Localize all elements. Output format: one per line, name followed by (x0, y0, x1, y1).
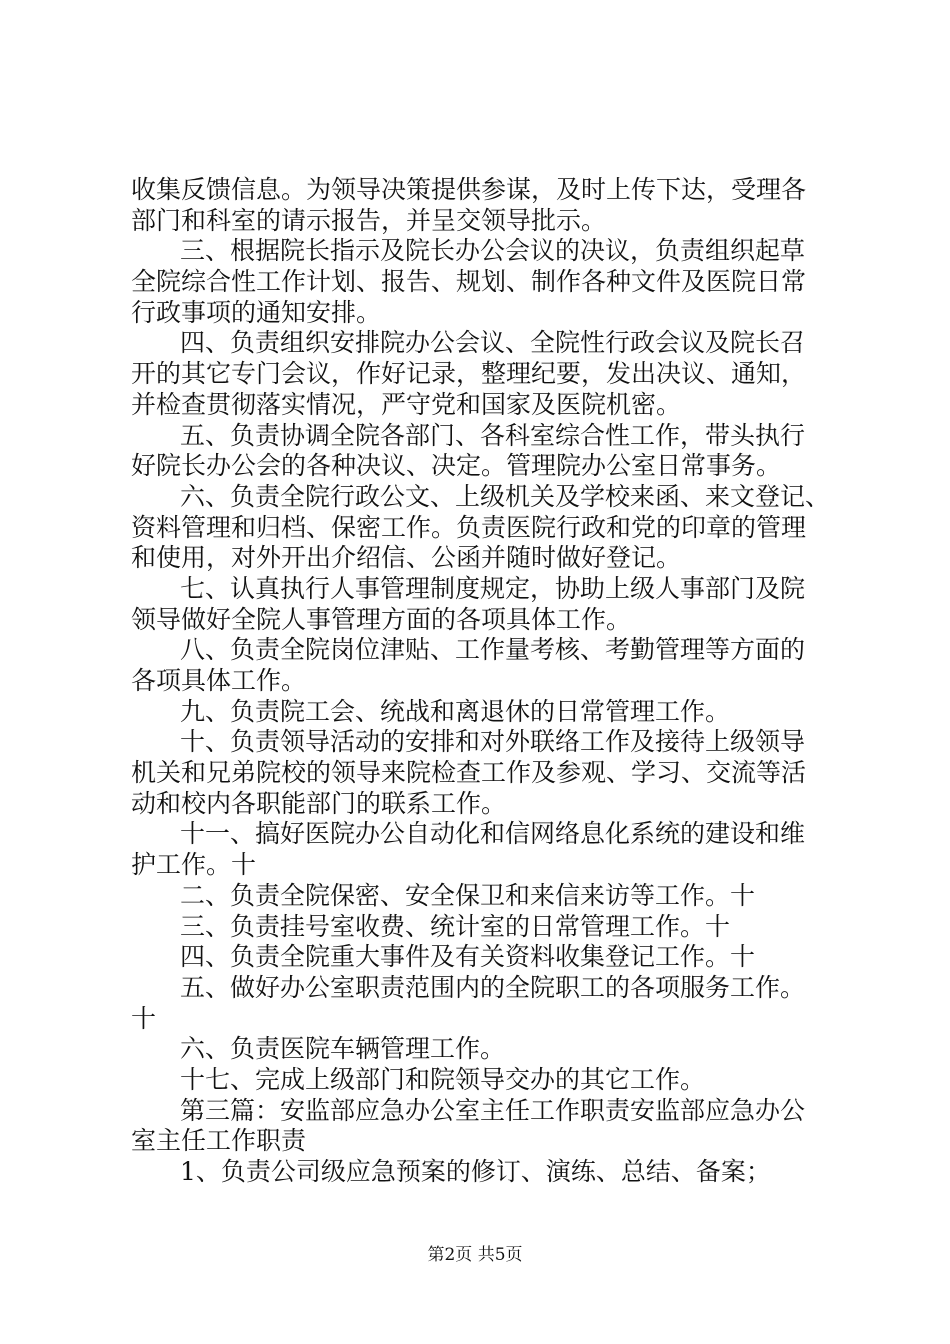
text-line: 四、负责组织安排院办公会议、全院性行政会议及院长召 (180, 328, 806, 357)
text-line: 三、负责挂号室收费、统计室的日常管理工作。十 (180, 912, 731, 941)
text-line: 九、负责院工会、统战和离退休的日常管理工作。 (180, 697, 731, 726)
text-line: 五、做好办公室职责范围内的全院职工的各项服务工作。 (180, 973, 806, 1002)
text-line: 好院长办公会的各种决议、决定。管理院办公室日常事务。 (131, 451, 782, 480)
text-line: 各项具体工作。 (131, 666, 307, 695)
text-line: 四、负责全院重大事件及有关资料收集登记工作。十 (180, 942, 756, 971)
page-footer: 第2页 共5页 (427, 1245, 523, 1265)
text-line: 五、负责协调全院各部门、各科室综合性工作，带头执行 (180, 421, 806, 450)
text-line: 机关和兄弟院校的领导来院检查工作及参观、学习、交流等活 (131, 758, 807, 787)
section-heading: 第三篇：安监部应急办公室主任工作职责安监部应急办公 (180, 1096, 806, 1125)
text-line: 1、负责公司级应急预案的修订、演练、总结、备案； (180, 1157, 771, 1186)
text-line: 和使用，对外开出介绍信、公函并随时做好登记。 (131, 543, 682, 572)
text-line: 领导做好全院人事管理方面的各项具体工作。 (131, 605, 632, 634)
text-line: 六、负责全院行政公文、上级机关及学校来函、来文登记、 (180, 482, 831, 511)
text-line: 八、负责全院岗位津贴、工作量考核、考勤管理等方面的 (180, 635, 806, 664)
text-line: 收集反馈信息。为领导决策提供参谋，及时上传下达，受理各 (131, 175, 807, 204)
text-line: 六、负责医院车辆管理工作。 (180, 1034, 506, 1063)
text-line: 七、认真执行人事管理制度规定，协助上级人事部门及院 (180, 574, 806, 603)
text-line: 资料管理和归档、保密工作。负责医院行政和党的印章的管理 (131, 513, 807, 542)
text-line: 十、负责领导活动的安排和对外联络工作及接待上级领导 (180, 727, 806, 756)
text-line: 开的其它专门会议，作好记录，整理纪要，发出决议、通知， (131, 359, 807, 388)
text-line: 动和校内各职能部门的联系工作。 (131, 789, 507, 818)
text-line: 全院综合性工作计划、报告、规划、制作各种文件及医院日常 (131, 267, 807, 296)
text-line: 并检查贯彻落实情况，严守党和国家及医院机密。 (131, 390, 682, 419)
text-line: 十一、搞好医院办公自动化和信网络息化系统的建设和维 (180, 819, 806, 848)
text-line: 部门和科室的请示报告，并呈交领导批示。 (131, 206, 607, 235)
text-line: 十 (131, 1004, 157, 1033)
text-line: 行政事项的通知安排。 (131, 298, 382, 327)
text-line: 护工作。十 (131, 850, 257, 879)
text-line: 十七、完成上级部门和院领导交办的其它工作。 (180, 1065, 706, 1094)
section-heading: 室主任工作职责 (131, 1126, 307, 1155)
text-line: 二、负责全院保密、安全保卫和来信来访等工作。十 (180, 881, 756, 910)
text-line: 三、根据院长指示及院长办公会议的决议，负责组织起草 (180, 236, 806, 265)
